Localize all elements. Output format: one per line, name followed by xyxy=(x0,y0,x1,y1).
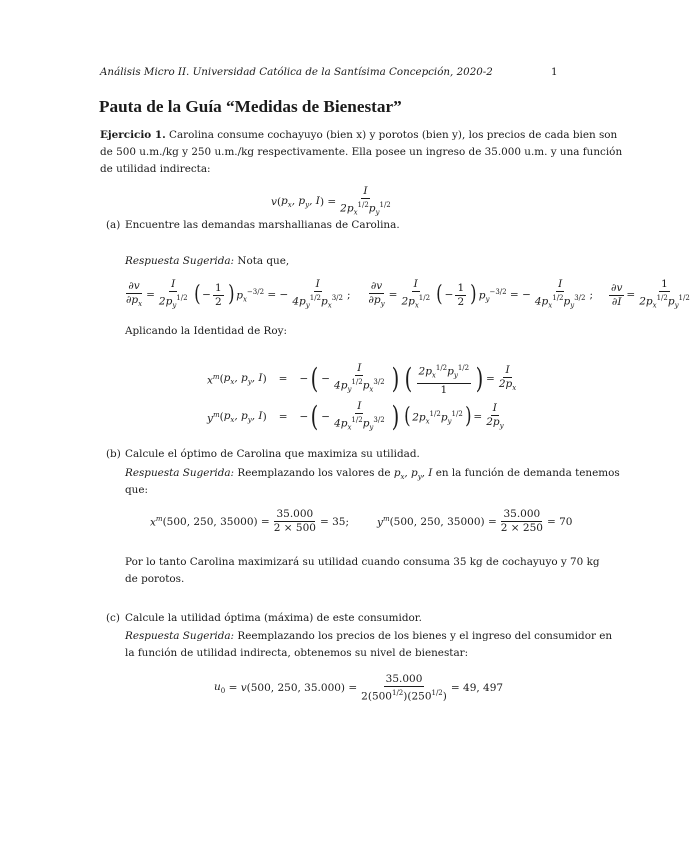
part-b-question: Calcule el óptimo de Carolina que maximiza su utilidad. xyxy=(125,448,420,460)
part-c-question: Calcule la utilidad óptima (máxima) de este consumidor. xyxy=(125,612,422,624)
part-b-marker: (b) xyxy=(106,448,121,460)
running-header: Análisis Micro II. Universidad Católica de la Santísima Concepción, 2020-2 xyxy=(100,66,493,78)
marshallian-y-equation: $y^m$ ( $p_x$, $p_y$, I ) = − ( − $\frac{I}{4p_x^{1/2}p_y^{3/2}}$ ) ( $2p_x^{1/2}p_y^{1/2}$ ) = $\frac{I}{2p_y}$ xyxy=(207,400,504,434)
part-a-marker: (a) xyxy=(106,219,121,231)
part-b-conclusion-2: de porotos. xyxy=(125,573,185,585)
exercise-line-2: de 500 u.m./kg y 250 u.m./kg respectivamente. Ella posee un ingreso de 35.000 u.m. y una función xyxy=(100,146,623,158)
exercise-line-1 xyxy=(100,127,617,144)
part-c-answer-line-2: la función de utilidad indirecta, obtenemos su nivel de bienestar: xyxy=(125,647,469,659)
answer-intro: Nota que, xyxy=(237,255,290,267)
page-title: Pauta de la Guía “Medidas de Bienestar” xyxy=(99,97,402,116)
part-b-answer-line-1: Respuesta Sugerida: Reemplazando los valores de $p_x$, $p_y$, I en la función de demanda tenemos xyxy=(125,467,620,482)
indirect-utility-equation: v ( $p_x$, $p_y$, I ) = $\frac{I}{2p_x^{1/2}p_y^{1/2}}$ xyxy=(271,185,391,217)
exercise-line-3: de utilidad indirecta: xyxy=(100,163,211,175)
page-number: 1 xyxy=(551,66,558,78)
part-a-question: Encuentre las demandas marshallianas de Carolina. xyxy=(125,219,400,231)
answer-label: Respuesta Sugerida: xyxy=(125,255,235,267)
part-c-answer-line-1: Respuesta Sugerida: Reemplazando los precios de los bienes y el ingreso del consumidor en xyxy=(125,630,613,642)
roy-identity-text: Aplicando la Identidad de Roy: xyxy=(125,325,287,337)
part-a-answer xyxy=(125,253,289,270)
exercise-text-1: Carolina consume cochayuyo (bien x) y porotos (bien y), los precios de cada bien son xyxy=(169,129,618,141)
partial-derivatives-equation: $\frac{\partial v}{\partial p_x}$ = $\frac{I}{2p_y^{1/2}}$ ( − $\frac{1}{2}$ ) $p_x^{-3/2}$ = − $\frac{I}{4p_y^{1/2}p_x^{3/2}}$ ; $\frac{\partial v}{\partial p_y}$ = $\frac{I}{2p_x^{1/2}}$ ( − $\frac{1}{2}$ ) $p_y^{-3/2}$ = − $\frac{I}{4p_x^{1/2}p_y^{3/2}}$ ; $\frac{\partial v}{\partial I}$ = $\frac{1}{2p_x^{1/2}p_y^{1/2}}$ xyxy=(126,278,690,310)
part-b-answer-line-2: que: xyxy=(125,484,148,496)
optimal-utility-value: 49, 497 xyxy=(463,682,504,695)
optimal-utility-equation: $u_0$ = v (500, 250, 35.000) = $\frac{35.000}{2(500^{1/2})(250^{1/2})}$ = 49, 497 xyxy=(214,673,504,703)
part-c-marker: (c) xyxy=(106,612,120,624)
exercise-label: Ejercicio 1. xyxy=(100,129,166,141)
answer-label: Respuesta Sugerida: xyxy=(125,467,235,479)
marshallian-x-equation: $x^m$ ( $p_x$, $p_y$, I ) = − ( − $\frac{I}{4p_y^{1/2}p_x^{3/2}}$ ) ( $\frac{2p_x^{1/2}p_y^{1/2}}{1}$ ) = $\frac{I}{2p_x}$ xyxy=(207,362,517,396)
answer-label: Respuesta Sugerida: xyxy=(125,630,235,642)
part-b-conclusion-1: Por lo tanto Carolina maximizará su utilidad cuando consuma 35 kg de cochayuyo y 70 kg xyxy=(125,556,600,568)
optimum-equation: $x^m$ (500, 250, 35000) = $\frac{35.000}{2 \times 500}$ = 35 ; $y^m$ (500, 250, 35000) = $\frac{35.000}{2 \times 250}$ = 70 xyxy=(150,508,573,534)
